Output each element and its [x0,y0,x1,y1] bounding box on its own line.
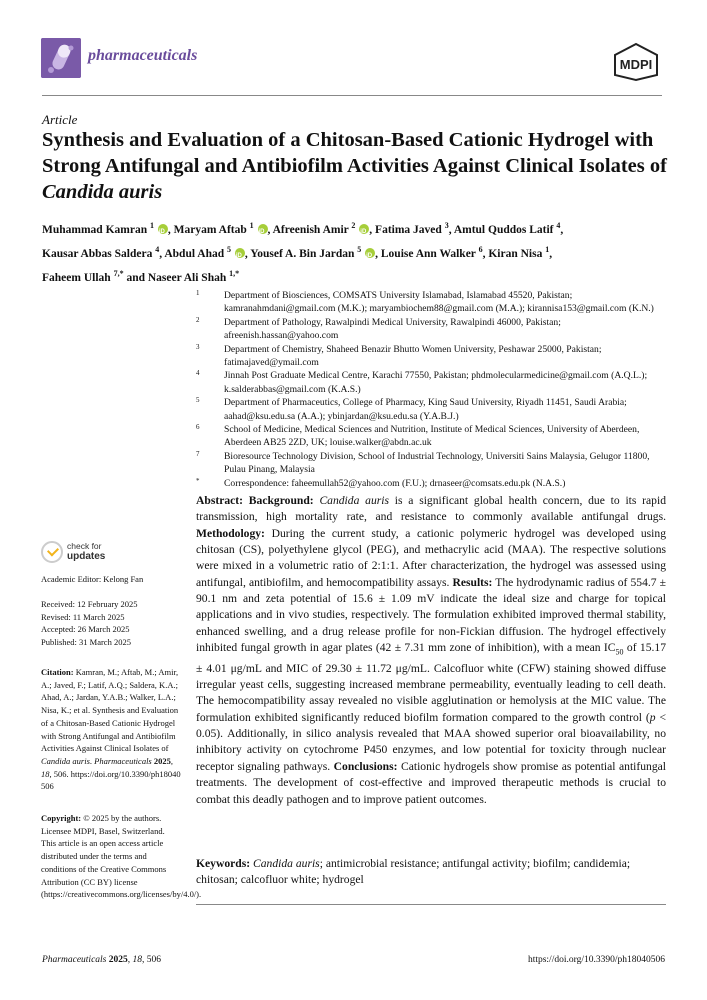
citation-volume: 18 [41,768,50,779]
author-affiliation-sup: 5 [227,244,232,254]
author-name: Maryam Aftab [173,223,247,236]
author-name: Yousef A. Bin Jardan [250,247,355,260]
journal-name: pharmaceuticals [88,47,198,64]
author-affiliation-sup: 7,* [113,268,124,278]
orcid-icon[interactable] [158,224,168,234]
author-name: Louise Ann Walker [380,247,476,260]
article-title [42,127,667,205]
author-separator: , [267,223,273,236]
affiliation-item [196,396,666,423]
results-label: Results: [452,575,493,589]
affiliation-number: 5 [196,396,200,405]
accepted-date: Accepted: 26 March 2025 [41,624,130,635]
keywords [196,856,666,888]
author-name: Abdul Ahad [164,247,225,260]
journal-logo [41,38,81,78]
affiliation-number: * [196,476,200,485]
affiliation-item [196,450,666,477]
author-list [42,216,667,287]
author-separator: , [375,247,381,260]
check-updates-icon [41,541,63,563]
title-main: Synthesis and Evaluation of a Chitosan-Based Cationic Hydrogel with Strong Antifungal and Antibiofilm Activities Against Clinical Isolates of [42,129,667,177]
author-separator: , [369,223,376,236]
abstract-label: Abstract: [196,494,244,507]
author-name: Fatima Javed [375,223,442,236]
article-type: Article [42,112,78,127]
affiliation-number: 6 [196,423,200,432]
methodology-label: Methodology: [196,526,265,540]
footer-volume: 18 [132,955,143,965]
background-label: Background: [248,494,314,507]
author-separator: , [244,247,251,260]
affiliation-item [196,289,666,316]
author-separator: , [549,247,553,260]
academic-editor: Academic Editor: Kelong Fan [41,574,144,584]
affiliation-text: Jinnah Post Graduate Medical Centre, Karachi 77550, Pakistan; phdmolecularmedicine@gmail.com (A.Q.L.); k.salderabbas@gmail.com (K.A.S.) [224,370,648,395]
author-separator: and [123,271,148,284]
conclusions-label: Conclusions: [333,759,398,773]
check-for-updates-badge[interactable] [41,541,121,567]
results-subscript: 50 [615,647,624,657]
keywords-divider [196,904,666,905]
affiliation-number: 1 [196,289,200,297]
author-name: Muhammad Kamran [42,223,148,236]
keywords-rest: ; antimicrobial resistance; antifungal activity; biofilm; candidemia; chitosan; calcofluor white; hydrogel [196,857,631,886]
results-text-2: of 15.17 ± 4.01 μg/mL and MIC of 29.30 ± 11.72 μg/mL. Calcofluor white (CFW) staining showed diffuse irregular yeast cells, suggesting increased membrane permeability, eventually leading to cell death. The hemocompatibility assay revealed no visible agglutination or hemolysis at the MIC value. The formulation exhibited significantly reduced biofilm formation compared to the growth control ( [196,641,667,724]
author-affiliation-sup: 4 [556,221,561,230]
footer-citation: Pharmaceuticals 2025, 18, 506 [42,955,162,965]
footer-page: , 506 [142,955,162,965]
footer-doi-link[interactable]: https://doi.org/10.3390/ph18040506 [527,955,665,965]
citation-species: Candida auris [41,755,90,766]
author-affiliation-sup: 1 [249,221,254,230]
check-updates-line2: updates [67,551,106,562]
published-date: Published: 31 March 2025 [41,637,131,648]
author-affiliation-sup: 4 [155,244,160,254]
mdpi-logo-text: MDPI [619,57,653,72]
footer-year: 2025 [108,955,128,965]
affiliation-item [196,369,666,396]
orcid-icon[interactable] [359,224,369,234]
keyword-first: Candida auris [253,857,320,870]
author-affiliation-sup: 2 [351,221,356,230]
author-affiliation-sup: 5 [357,244,362,254]
affiliation-text: Department of Pathology, Rawalpindi Medical University, Rawalpindi 46000, Pakistan; afreenish.hassan@yahoo.com [224,316,561,342]
abstract [196,493,666,808]
header-divider [42,95,662,96]
copyright-label: Copyright: [41,813,82,823]
affiliation-number: 4 [196,369,200,378]
citation-year: 2025 [153,755,171,766]
mdpi-logo [611,42,661,82]
author-affiliation-sup: 1 [545,244,550,254]
affiliation-text: School of Medicine, Medical Sciences and Nutrition, Institute of Medical Sciences, University of Aberdeen, Aberdeen AB25 2ZD, UK; louise.walker@abdn.ac.uk [224,424,640,449]
affiliation-text: Department of Chemistry, Shaheed Benazir Bhutto Women University, Peshawar 25000, Pakistan; fatimajaved@ymail.com [224,343,602,369]
check-updates-line1: check for [67,541,102,551]
revised-date: Revised: 11 March 2025 [41,611,125,622]
results-text-3: < 0.05). Additionally, in silico analysis revealed that MAA showed superior oral bioavailability, no inhibitory activity on cytochrome P450 enzymes, and low potential for toxicity through nuclear receptor signaling pathways. [196,710,667,773]
author-separator: , [159,247,165,260]
author-affiliation-sup: 1 [149,221,154,230]
affiliation-item [196,477,666,490]
conclusions-text: Cationic hydrogels show promise as potential antifungal treatments. The development of cost-effective and improved therapeutic methods is crucial to combat this deadly pathogen and to improve patient outcomes. [196,759,666,806]
author-name: Amtul Quddos Latif [453,223,554,236]
citation-label: Citation: [41,667,74,677]
author-name: Kiran Nisa [488,247,543,260]
affiliation-text: Bioresource Technology Division, School of Industrial Technology, Universiti Sains Malaysia, Gelugor 11800, Pulau Pinang, Malaysia [224,450,650,476]
affiliation-number: 2 [196,315,200,324]
copyright-text: © 2025 by the authors. Licensee MDPI, Basel, Switzerland. This article is an open access article distributed under the terms and conditions of the Creative Commons Attribution (CC BY) license (https://creativecommons.org/licenses/by/4.0/). [41,813,202,900]
methodology-text: During the current study, a cationic polymeric hydrogel was developed using chitosan (CS), polyethylene glycol (PEG), and methacrylic acid (MAA). The respective solutions were mixed in a volumetric ratio of 2:1:1. After characterization, the hydrogel was assessed using antifungal, antibiofilm, and hemocompatibility assays. [196,526,666,589]
citation-text: Kamran, M.; Aftab, M.; Amir, A.; Javed, F.; Latif, A.Q.; Saldera, K.A.; Ahad, A.; Jardan, Y.A.B.; Walker, L.A.; Nisa, K.; et al. Synthesis and Evaluation of a Chitosan-Based Cationic Hydrogel with Strong Antifungal and Antibiofilm Activities Against Clinical Isolates of [41,667,179,754]
orcid-icon[interactable] [235,248,245,258]
citation-journal: Pharmaceuticals [94,755,152,766]
author-name: Faheem Ullah [42,271,111,284]
affiliation-text: Correspondence: faheemullah52@yahoo.com (F.U.); drnaseer@comsats.edu.pk (N.A.S.) [224,477,566,489]
author-name: Afreenish Amir [272,223,349,236]
orcid-icon[interactable] [258,224,268,234]
orcid-icon[interactable] [365,248,375,258]
author-separator: , [167,223,174,236]
results-p: p [649,710,656,724]
affiliation-text: Department of Pharmaceutics, College of Pharmacy, King Saud University, Riyadh 11451, Saudi Arabia; aahad@ksu.edu.sa (A.A.); ybinjardan@ksu.edu.sa (Y.A.B.J.) [224,397,627,422]
author-separator: , [448,223,454,236]
affiliation-number: 7 [196,449,200,458]
keywords-label: Keywords: [196,857,251,870]
citation-doi-link[interactable]: https://doi.org/10.3390/ph18040506 [41,768,181,792]
author-affiliation-sup: 1,* [229,268,240,278]
dates-block [41,598,181,649]
author-separator: , [482,247,489,260]
author-name: Naseer Ali Shah [147,271,227,284]
affiliation-number: 3 [196,342,200,351]
background-species: Candida auris [319,494,389,507]
author-affiliation-sup: 6 [478,244,483,254]
title-species: Candida auris [42,181,163,203]
affiliation-list [196,289,666,490]
affiliation-item [196,343,666,370]
results-text-1: The hydrodynamic radius of 554.7 ± 90.1 nm and zeta potential of 15.6 ± 1.09 mV indicate the ideal size and charge for topical applications and in vivo studies, respectively. The formulation exhibited improved thermal stability, enhanced swelling, and a drug release profile for non-Fickian diffusion. The hydrogel effectively inhibited fungal growth in agar plates (42 ± 7.31 mm zone of inhibition), with a mean IC [196,575,666,655]
background-text: is a significant global health concern, due to its rapid transmission, high mortality rate, and resistance to commonly available antifungal drugs. [196,494,666,524]
mdpi-hexagon-icon [611,42,661,82]
received-date: Received: 12 February 2025 [41,599,138,609]
author-separator: , [560,223,564,236]
author-name: Kausar Abbas Saldera [42,247,153,260]
citation-block: Citation: Kamran, M.; Aftab, M.; Amir, A.; Javed, F.; Latif, A.Q.; Saldera, K.A.; Ahad, A.; Jardan, Y.A.B.; Walker, L.A.; Nisa, K.; et al. Synthesis and Evaluation of a Chitosan-Based Cationic Hydrogel with Strong Antifungal and Antibiofilm Activities Against Clinical Isolates of Candida auris. Pharmaceuticals 2025, 18, 506. https://doi.org/10.3390/ph18040506 [41,667,181,792]
affiliation-item [196,423,666,450]
copyright-block [41,812,202,901]
affiliation-text: Department of Biosciences, COMSATS University Islamabad, Islamabad 45520, Pakistan; kamranahmdani@gmail.com (M.K.); maryambiochem88@gmail.com (M.A.); kirannisa153@gmail.com (K.N.) [224,290,654,315]
citation-pages: , 506. [49,768,69,779]
footer-journal: Pharmaceuticals [42,955,107,965]
author-affiliation-sup: 3 [444,221,449,230]
affiliation-item [196,316,666,343]
capsule-icon [41,38,81,78]
